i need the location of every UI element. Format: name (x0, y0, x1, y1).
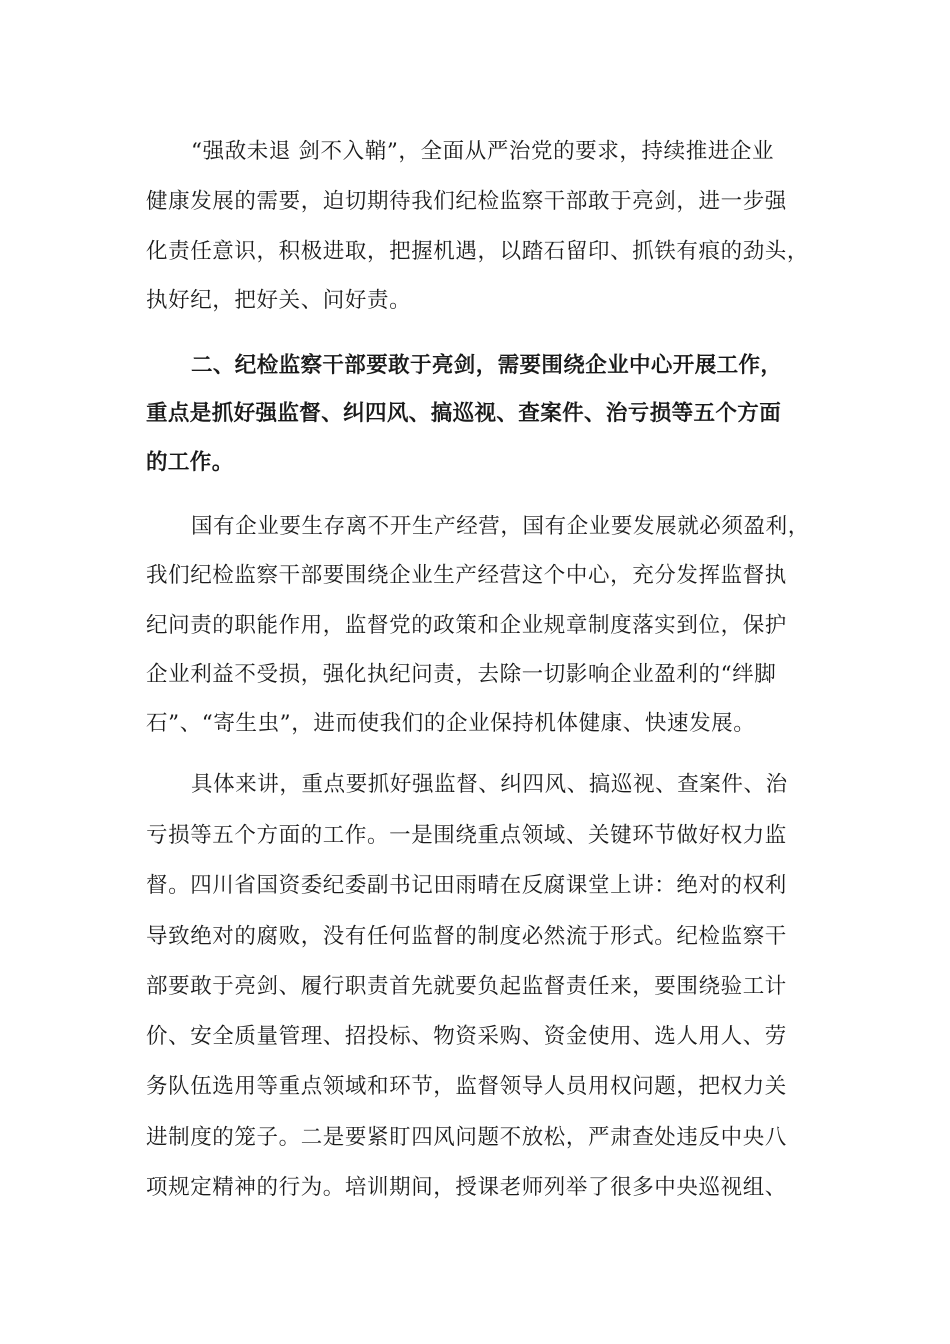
paragraph-2-line: 石”、“寄生虫”，进而使我们的企业保持机体健康、快速发展。 (146, 711, 756, 736)
paragraph-2-line: 国有企业要生存离不开生产经营，国有企业要发展就必须盈利， (191, 514, 810, 539)
paragraph-3-line: 督。四川省国资委纪委副书记田雨晴在反腐课堂上讲：绝对的权利 (146, 873, 787, 898)
paragraph-3-line: 导致绝对的腐败，没有任何监督的制度必然流于形式。纪检监察干 (146, 924, 787, 949)
paragraph-1-line: “强敌未退 剑不入鞘”，全面从严治党的要求，持续推进企业 (191, 139, 775, 164)
paragraph-3-line: 进制度的笼子。二是要紧盯四风问题不放松，严肃查处违反中央八 (146, 1125, 787, 1150)
section-heading-line: 的工作。 (146, 450, 234, 475)
paragraph-3-line: 项规定精神的行为。培训期间，授课老师列举了很多中央巡视组、 (146, 1175, 787, 1200)
paragraph-1-line: 健康发展的需要，迫切期待我们纪检监察干部敢于亮剑，进一步强 (146, 189, 787, 214)
section-heading-line: 二、纪检监察干部要敢于亮剑，需要围绕企业中心开展工作， (191, 353, 783, 378)
paragraph-3-line: 部要敢于亮剑、履行职责首先就要负起监督责任来，要围绕验工计 (146, 974, 787, 999)
paragraph-2-line: 纪问责的职能作用，监督党的政策和企业规章制度落实到位，保护 (146, 613, 787, 638)
section-heading-line: 重点是抓好强监督、纠四风、搞巡视、查案件、治亏损等五个方面 (146, 401, 782, 426)
paragraph-2-line: 我们纪检监察干部要围绕企业生产经营这个中心，充分发挥监督执 (146, 563, 787, 588)
paragraph-3-line: 务队伍选用等重点领域和环节，监督领导人员用权问题，把权力关 (146, 1074, 787, 1099)
paragraph-3-line: 亏损等五个方面的工作。一是围绕重点领域、关键环节做好权力监 (146, 823, 787, 848)
paragraph-3-line: 具体来讲，重点要抓好强监督、纠四风、搞巡视、查案件、治 (191, 772, 788, 797)
paragraph-1-line: 执好纪，把好关、问好责。 (146, 288, 412, 313)
paragraph-1-line: 化责任意识，积极进取，把握机遇，以踏石留印、抓铁有痕的劲头， (146, 239, 810, 264)
paragraph-2-line: 企业利益不受损，强化执纪问责，去除一切影响企业盈利的“绊脚 (146, 662, 777, 687)
paragraph-3-line: 价、安全质量管理、招投标、物资采购、资金使用、选人用人、劳 (146, 1024, 787, 1049)
